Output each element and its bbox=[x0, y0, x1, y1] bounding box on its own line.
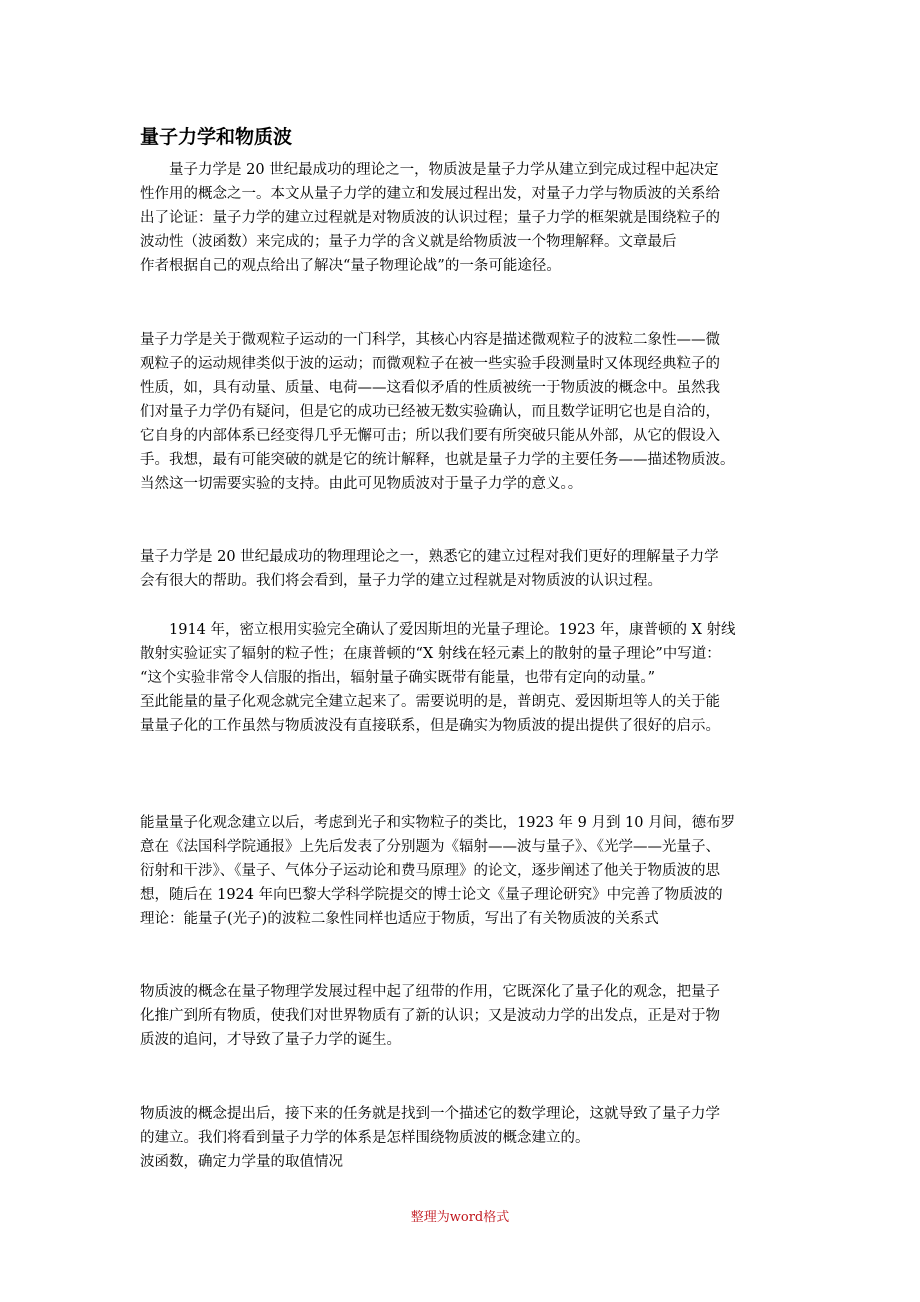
text-line: 量子力学是关于微观粒子运动的一门科学，其核心内容是描述微观粒子的波粒二象性——微 bbox=[140, 332, 720, 348]
text-line: 至此能量的量子化观念就完全建立起来了。需要说明的是，普朗克、爱因斯坦等人的关于能 bbox=[140, 694, 720, 710]
text-line: 物质波的概念提出后，接下来的任务就是找到一个描述它的数学理论，这就导致了量子力学 bbox=[140, 1106, 720, 1122]
text-line: 出了论证：量子力学的建立过程就是对物质波的认识过程；量子力学的框架就是围绕粒子的 bbox=[140, 210, 720, 226]
paragraph-de-broglie bbox=[140, 811, 790, 931]
paragraph-math-theory bbox=[140, 1102, 790, 1174]
text-line: 量子力学是 20 世纪最成功的物理理论之一，熟悉它的建立过程对我们更好的理解量子力学 bbox=[140, 549, 719, 565]
text-line: 散射实验证实了辐射的粒子性；在康普顿的“X 射线在轻元素上的散射的量子理论”中写道： bbox=[140, 646, 721, 662]
text-line: 当然这一切需要实验的支持。由此可见物质波对于量子力学的意义。。 bbox=[140, 476, 583, 492]
text-line: 物质波的概念在量子物理学发展过程中起了纽带的作用，它既深化了量子化的观念，把量子 bbox=[140, 984, 720, 1000]
text-line: 能量量子化观念建立以后，考虑到光子和实物粒子的类比，1923 年 9 月到 10 月间，德布罗 bbox=[140, 815, 736, 831]
text-line: 理论：能量子(光子)的波粒二象性同样也适应于物质，写出了有关物质波的关系式 bbox=[140, 911, 659, 927]
document-title: 量子力学和物质波 bbox=[140, 126, 293, 148]
text-line: 波函数，确定力学量的取值情况 bbox=[140, 1154, 343, 1170]
text-line: 的建立。我们将看到量子力学的体系是怎样围绕物质波的概念建立的。 bbox=[140, 1130, 590, 1146]
text-line: 观粒子的运动规律类似于波的运动；而微观粒子在被一些实验手段测量时又体现经典粒子的 bbox=[140, 356, 720, 372]
text-line: 量量子化的工作虽然与物质波没有直接联系，但是确实为物质波的提出提供了很好的启示。 bbox=[140, 718, 720, 734]
text-line: 会有很大的帮助。我们将会看到，量子力学的建立过程就是对物质波的认识过程。 bbox=[140, 573, 662, 589]
text-line: 们对量子力学仍有疑问，但是它的成功已经被无数实验确认，而且数学证明它也是自洽的， bbox=[140, 404, 720, 420]
text-line: 意在《法国科学院通报》上先后发表了分别题为《辐射——波与量子》、《光学——光量子、 bbox=[140, 839, 720, 855]
footer-note: 整理为word格式 bbox=[410, 1210, 510, 1225]
text-line: 想，随后在 1924 年向巴黎大学科学院提交的博士论文《量子理论研究》中完善了物质波的 bbox=[140, 887, 723, 903]
text-line: 它自身的内部体系已经变得几乎无懈可击；所以我们要有所突破只能从外部，从它的假设入 bbox=[140, 428, 720, 444]
text-line: 质波的追问，才导致了量子力学的诞生。 bbox=[140, 1032, 401, 1048]
text-line: 1914 年，密立根用实验完全确认了爱因斯坦的光量子理论。1923 年，康普顿的 X 射线 bbox=[169, 622, 736, 638]
paragraph-matter-wave-role bbox=[140, 980, 790, 1052]
paragraph-energy-quantization bbox=[140, 618, 790, 738]
text-line: 手。我想，最有可能突破的就是它的统计解释，也就是量子力学的主要任务——描述物质波。 bbox=[140, 452, 735, 468]
text-line: 化推广到所有物质，使我们对世界物质有了新的认识；又是波动力学的出发点，正是对于物 bbox=[140, 1008, 720, 1024]
text-line: 性作用的概念之一。本文从量子力学的建立和发展过程出发，对量子力学与物质波的关系给 bbox=[140, 186, 720, 202]
paragraph-establishment bbox=[140, 545, 790, 593]
text-line: 波动性（波函数）来完成的；量子力学的含义就是给物质波一个物理解释。文章最后 bbox=[140, 234, 677, 250]
text-line: 性质，如，具有动量、质量、电荷——这看似矛盾的性质被统一于物质波的概念中。虽然我 bbox=[140, 380, 720, 396]
paragraph-core-content bbox=[140, 328, 790, 496]
text-line: 作者根据自己的观点给出了解决“量子物理论战”的一条可能途径。 bbox=[140, 258, 561, 274]
paragraph-abstract bbox=[140, 158, 790, 278]
text-line: 衍射和干涉》、《量子、气体分子运动论和费马原理》的论文，逐步阐述了他关于物质波的思 bbox=[140, 863, 720, 879]
text-line: 量子力学是 20 世纪最成功的理论之一，物质波是量子力学从建立到完成过程中起决定 bbox=[169, 162, 719, 178]
text-line: “这个实验非常令人信服的指出，辐射量子确实既带有能量，也带有定向的动量。” bbox=[140, 670, 656, 686]
